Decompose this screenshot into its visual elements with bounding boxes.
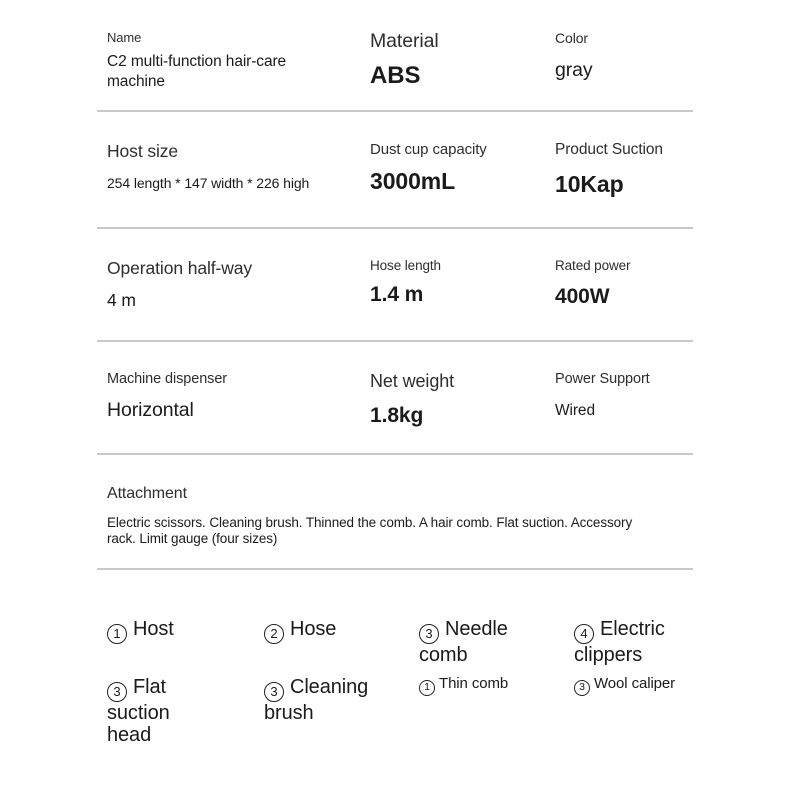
- host-size-label: Host size: [107, 141, 179, 161]
- circled-number-badge: 1: [419, 680, 435, 696]
- spec-cell-hose-length: [370, 258, 555, 340]
- name-label: Name: [107, 30, 142, 45]
- spec-cell-power-support: [555, 371, 693, 453]
- spec-row-1: [97, 0, 693, 112]
- product-suction-label: Product Suction: [555, 141, 663, 158]
- operation-half-way-value: 4 m: [107, 290, 136, 310]
- spec-cell-material: [370, 30, 555, 110]
- part-item-flat-suction-head: [107, 676, 207, 747]
- spec-row-2: [97, 112, 693, 229]
- part-label: Cleaning brush: [264, 675, 369, 724]
- color-label: Color: [555, 30, 588, 46]
- attachment-value: Electric scissors. Cleaning brush. Thinned the comb. A hair comb. Flat suction. Accessory rack. Limit gauge (four sizes): [107, 515, 633, 547]
- circled-number-badge: 1: [107, 624, 127, 644]
- product-spec-sheet: [97, 0, 693, 747]
- material-label: Material: [370, 30, 439, 52]
- rated-power-label: Rated power: [555, 258, 631, 273]
- spec-row-attachment: [97, 455, 693, 570]
- spec-cell-operation: [107, 258, 370, 340]
- material-value: ABS: [370, 62, 421, 90]
- spec-cell-net-weight: [370, 371, 555, 453]
- part-label: Flat suction head: [107, 675, 170, 747]
- spec-cell-rated-power: [555, 258, 693, 340]
- host-size-value: 254 length * 147 width * 226 high: [107, 175, 310, 191]
- spec-cell-product-suction: [555, 141, 693, 227]
- part-item-cleaning-brush: [264, 676, 376, 725]
- power-support-label: Power Support: [555, 371, 650, 387]
- power-support-value: Wired: [555, 402, 595, 420]
- net-weight-value: 1.8kg: [370, 403, 424, 427]
- circled-number-badge: 3: [264, 682, 284, 702]
- spec-cell-machine-dispenser: [107, 371, 370, 453]
- part-item-hose: [264, 618, 376, 644]
- spec-row-4: [97, 342, 693, 455]
- dust-cup-capacity-value: 3000mL: [370, 168, 456, 194]
- part-label: Hose: [290, 618, 337, 640]
- circled-number-badge: 2: [264, 624, 284, 644]
- circled-number-badge: 3: [419, 624, 439, 644]
- spec-cell-host-size: [107, 141, 370, 227]
- hose-length-label: Hose length: [370, 258, 441, 273]
- rated-power-value: 400W: [555, 285, 610, 309]
- spec-cell-color: [555, 30, 693, 110]
- part-label: Host: [133, 618, 174, 640]
- machine-dispenser-value: Horizontal: [107, 399, 194, 422]
- part-item-electric-clippers: [574, 618, 693, 667]
- circled-number-badge: 4: [574, 624, 594, 644]
- part-label: Electric clippers: [574, 618, 665, 667]
- operation-half-way-label: Operation half-way: [107, 258, 253, 278]
- net-weight-label: Net weight: [370, 371, 455, 391]
- part-item-thin-comb: [419, 676, 551, 696]
- name-value: C2 multi-function hair-care machine: [107, 52, 287, 91]
- part-label: Wool caliper: [594, 674, 676, 692]
- part-item-host: [107, 618, 207, 644]
- spec-cell-dust-cup-capacity: [370, 141, 555, 227]
- machine-dispenser-label: Machine dispenser: [107, 371, 228, 387]
- color-value: gray: [555, 58, 593, 81]
- product-suction-value: 10Kap: [555, 170, 624, 197]
- dust-cup-capacity-label: Dust cup capacity: [370, 141, 487, 158]
- part-item-wool-caliper: [574, 676, 693, 696]
- hose-length-value: 1.4 m: [370, 283, 424, 307]
- part-label: Thin comb: [439, 674, 509, 692]
- attachment-label: Attachment: [107, 485, 187, 502]
- spec-cell-name: [107, 30, 370, 110]
- circled-number-badge: 3: [107, 682, 127, 702]
- spec-row-3: [97, 229, 693, 342]
- parts-legend: [107, 618, 693, 747]
- part-label: Needle comb: [419, 618, 508, 667]
- part-item-needle-comb: [419, 618, 551, 667]
- circled-number-badge: 3: [574, 680, 590, 696]
